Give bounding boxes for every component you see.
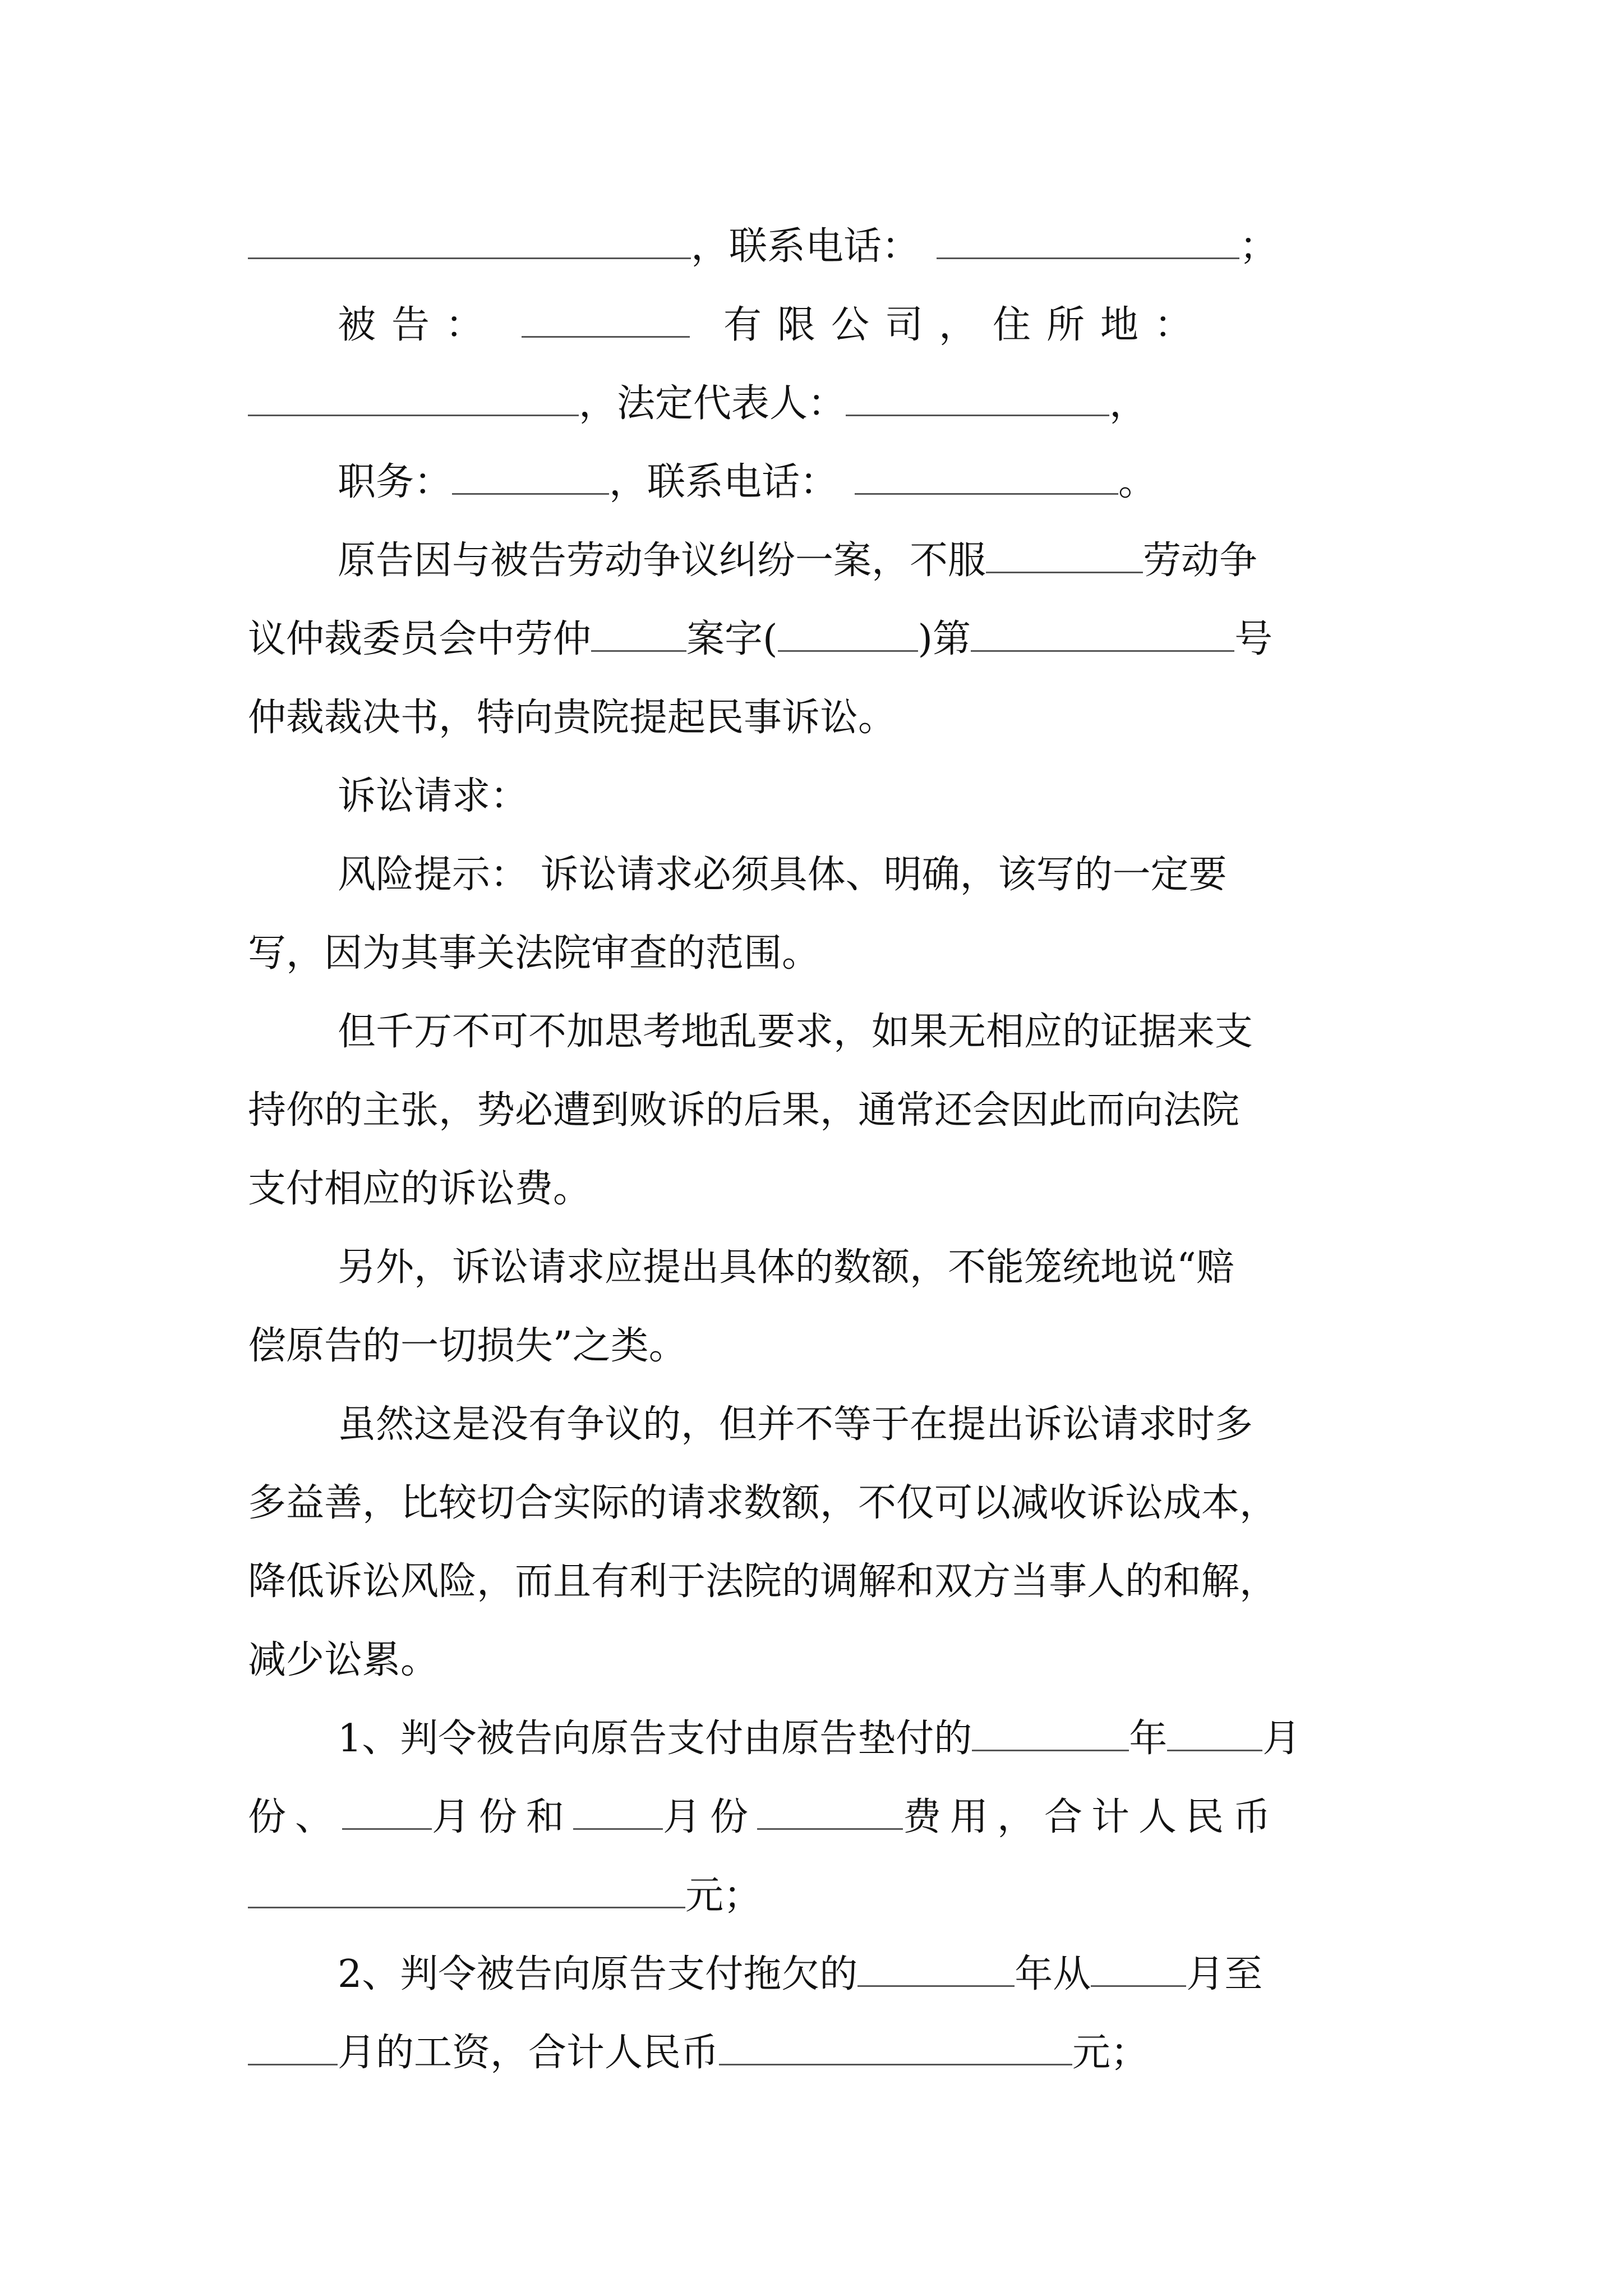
doc-line-risk-tip [248, 836, 1392, 914]
doc-line-defendant [248, 286, 1392, 365]
line-text: ， [1109, 381, 1148, 426]
line-text: 持你的主张，势必遭到败诉的后果，通常还会因此而向法院 [248, 1088, 1240, 1133]
line-text: ，联系电话： [609, 460, 838, 504]
line-text: 写，因为其事关法院审查的范围。 [248, 931, 820, 976]
doc-line-claim-1 [248, 1778, 1392, 1857]
fill-blank [757, 1789, 903, 1830]
doc-line-claim-1 [248, 1700, 1392, 1778]
fill-blank [846, 375, 1109, 416]
line-text: 原告因与被告劳动争议纠纷一案，不服 [338, 539, 986, 583]
doc-line-body [248, 1464, 1392, 1543]
fill-blank [986, 532, 1143, 573]
line-text: ； [1239, 224, 1278, 269]
doc-line-legal-representative [248, 365, 1392, 443]
line-text: 月份 [663, 1795, 758, 1839]
line-text: 仲裁裁决书，特向贵院提起民事诉讼。 [248, 696, 897, 740]
fill-blank [1167, 1710, 1262, 1751]
fill-blank [971, 611, 1234, 652]
line-text: 年从 [1015, 1952, 1091, 1996]
doc-line-body [248, 1071, 1392, 1150]
fill-blank [857, 1946, 1015, 1987]
line-text: 案字( [686, 617, 778, 661]
line-text: 但千万不可不加思考地乱要求，如果无相应的证据来支 [338, 1010, 1253, 1054]
fill-blank [855, 454, 1118, 495]
line-text: 偿原告的一切损失”之类。 [248, 1324, 687, 1368]
doc-line-body [248, 1150, 1392, 1228]
line-text: 费用，合计人民币 [903, 1795, 1280, 1839]
line-text: 号 [1234, 617, 1273, 661]
fill-blank [452, 454, 609, 495]
line-text: 元； [685, 1874, 762, 1918]
line-text: ，联系电话： [691, 224, 920, 269]
fill-blank [1091, 1946, 1186, 1987]
line-text: 风险提示： 诉讼请求必须具体、明确，该写的一定要 [338, 853, 1227, 897]
fill-blank [591, 611, 686, 652]
line-text: 被告： [338, 303, 500, 347]
fill-blank [972, 1710, 1129, 1751]
line-text: 多益善，比较切合实际的请求数额，不仅可以减收诉讼成本， [248, 1481, 1278, 1525]
line-text: 支付相应的诉讼费。 [248, 1167, 592, 1211]
line-text: 2、判令被告向原告支付拖欠的 [338, 1952, 858, 1996]
doc-line-body [248, 1307, 1392, 1386]
fill-blank [248, 218, 691, 259]
fill-blank [778, 611, 918, 652]
line-text: 减少讼累。 [248, 1638, 439, 1682]
doc-line-body [248, 993, 1392, 1071]
doc-line-body [248, 522, 1392, 600]
doc-line-body [248, 1543, 1392, 1621]
doc-line-body [248, 1386, 1392, 1464]
line-text: ，法定代表人： [579, 381, 846, 426]
fill-blank [522, 297, 690, 338]
line-text: 月 [1262, 1717, 1301, 1761]
line-text: 月至 [1186, 1952, 1263, 1996]
line-text: 另外，诉讼请求应提出具体的数额，不能笼统地说“赔 [338, 1245, 1234, 1290]
line-text: 议仲裁委员会中劳仲 [248, 617, 592, 661]
line-text: 劳动争 [1143, 539, 1258, 583]
doc-line-body [248, 1621, 1392, 1700]
line-text: 职务： [338, 460, 453, 504]
line-text: 诉讼请求： [338, 774, 529, 818]
doc-line-claim-1 [248, 1857, 1392, 1935]
line-text: 。 [1118, 460, 1157, 504]
doc-line-body [248, 1228, 1392, 1307]
line-text: 有限公司，住所地： [723, 303, 1209, 347]
doc-line-position [248, 443, 1392, 522]
doc-line-claim-2 [248, 2014, 1392, 2092]
line-text: 元； [1072, 2031, 1149, 2075]
fill-blank [573, 1789, 663, 1830]
line-text: 1、判令被告向原告支付由原告垫付的 [338, 1717, 972, 1761]
doc-line-claim-2 [248, 1935, 1392, 2014]
line-text: )第 [917, 617, 971, 661]
doc-line-body [248, 914, 1392, 993]
line-text: 降低诉讼风险，而且有利于法院的调解和双方当事人的和解， [248, 1559, 1278, 1604]
doc-line-contact-phone [248, 208, 1392, 286]
line-text: 虽然这是没有争议的，但并不等于在提出诉讼请求时多 [338, 1402, 1253, 1447]
doc-line-body [248, 600, 1392, 679]
line-text: 月的工资，合计人民币 [338, 2031, 720, 2075]
fill-blank [719, 2024, 1072, 2065]
fill-blank [248, 2024, 338, 2065]
line-text: 月份和 [432, 1795, 574, 1839]
fill-blank [342, 1789, 432, 1830]
fill-blank [937, 218, 1239, 259]
fill-blank [248, 375, 579, 416]
line-text: 份、 [248, 1795, 343, 1839]
doc-line-body [248, 679, 1392, 757]
line-text: 年 [1129, 1717, 1168, 1761]
doc-line-heading-claims [248, 757, 1392, 836]
fill-blank [248, 1867, 685, 1908]
